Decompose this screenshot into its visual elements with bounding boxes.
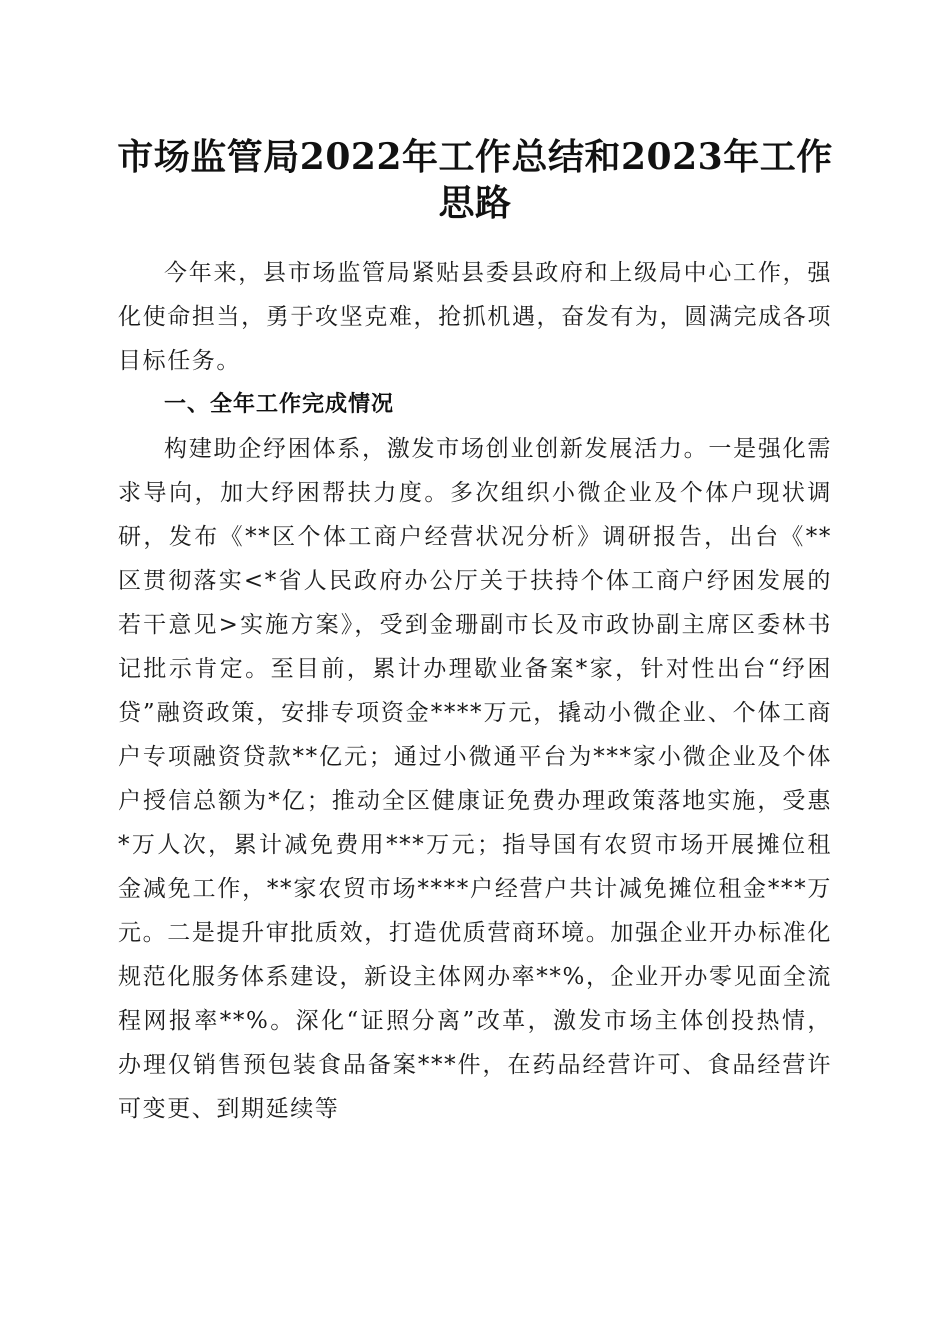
- document-title: 市场监管局2022年工作总结和2023年工作思路: [117, 136, 833, 224]
- section-paragraph: 构建助企纾困体系，激发市场创业创新发展活力。一是强化需求导向，加大纾困帮扶力度。多次组织小微企业及个体户现状调研，发布《**区个体工商户经营状况分析》调研报告，出台《**区贯彻落实<*省人民政府办公厅关于扶持个体工商户纾困发展的若干意见>实施方案》，受到金珊副市长及市政协副主席区委林书记批示肯定。至目前，累计办理歇业备案*家，针对性出台“纾困贷”融资政策，安排专项资金****万元，撬动小微企业、个体工商户专项融资贷款**亿元；通过小微通平台为***家小微企业及个体户授信总额为*亿；推动全区健康证免费办理政策落地实施，受惠*万人次，累计减免费用***万元；指导国有农贸市场开展摊位租金减免工作，**家农贸市场****户经营户共计减免摊位租金***万元。二是提升审批质效，打造优质营商环境。加强企业开办标准化规范化服务体系建设，新设主体网办率**%，企业开办零见面全流程网报率**%。深化“证照分离”改革，激发市场主体创投热情，办理仅销售预包装食品备案***件，在药品经营许可、食品经营许可变更、到期延续等: [118, 436, 832, 1122]
- intro-paragraph: 今年来，县市场监管局紧贴县委县政府和上级局中心工作，强化使命担当，勇于攻坚克难，抢抓机遇，奋发有为，圆满完成各项目标任务。: [118, 260, 832, 374]
- document-body: [118, 251, 832, 1131]
- section-heading: 一、全年工作完成情况: [164, 392, 395, 417]
